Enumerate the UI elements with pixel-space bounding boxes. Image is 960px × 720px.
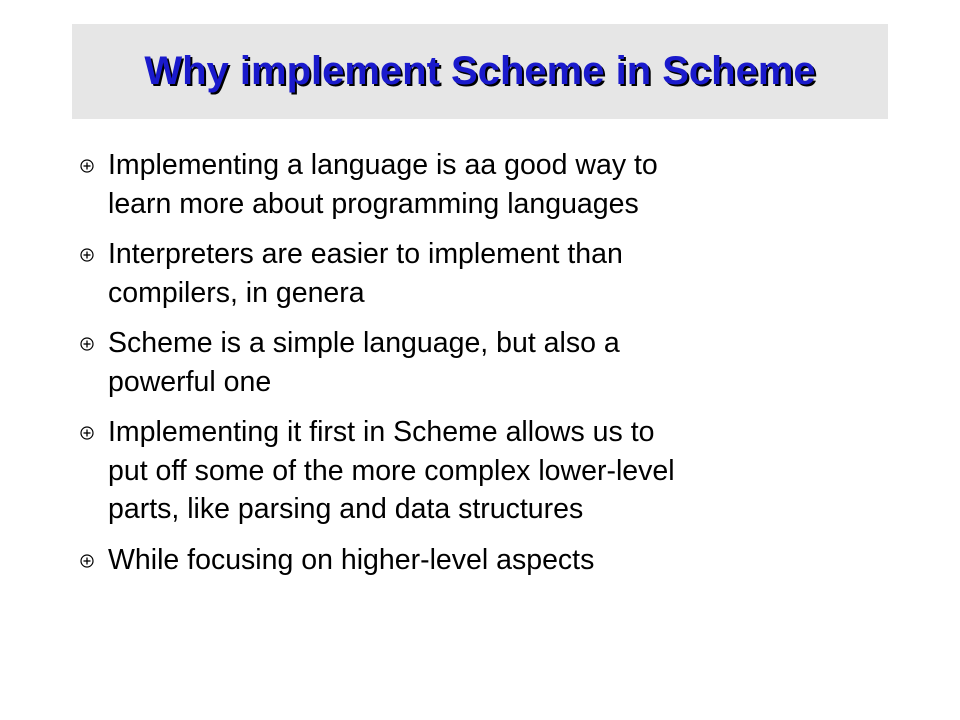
slide-title: Why implement Scheme in Scheme bbox=[144, 49, 816, 93]
bullet-item bbox=[80, 235, 880, 312]
bullet-line: While focusing on higher-level aspects bbox=[108, 543, 595, 576]
bullet-line: compilers, in genera bbox=[108, 276, 365, 309]
bullet-line: Implementing it first in Scheme allows us to bbox=[108, 416, 655, 448]
bullet-line: parts, like parsing and data structures bbox=[108, 493, 584, 525]
circle-plus-icon bbox=[80, 337, 94, 351]
circle-plus-icon bbox=[80, 426, 94, 440]
bullet-line: powerful one bbox=[108, 365, 272, 398]
bullet-line: learn more about programming languages bbox=[108, 187, 639, 220]
title-band bbox=[72, 24, 888, 119]
bullet-item bbox=[80, 413, 880, 529]
bullet-line: Implementing a language is aa good way to bbox=[108, 149, 658, 181]
bullet-line: Scheme is a simple language, but also a bbox=[108, 327, 620, 359]
bullet-line: put off some of the more complex lower-level bbox=[108, 454, 675, 487]
bullet-item bbox=[80, 324, 880, 401]
bullet-item bbox=[80, 146, 880, 223]
circle-plus-icon bbox=[80, 554, 94, 568]
bullet-line: Interpreters are easier to implement than bbox=[108, 238, 623, 270]
circle-plus-icon bbox=[80, 248, 94, 262]
bullet-item bbox=[80, 541, 880, 580]
circle-plus-icon bbox=[80, 159, 94, 173]
bullet-list bbox=[80, 146, 880, 591]
